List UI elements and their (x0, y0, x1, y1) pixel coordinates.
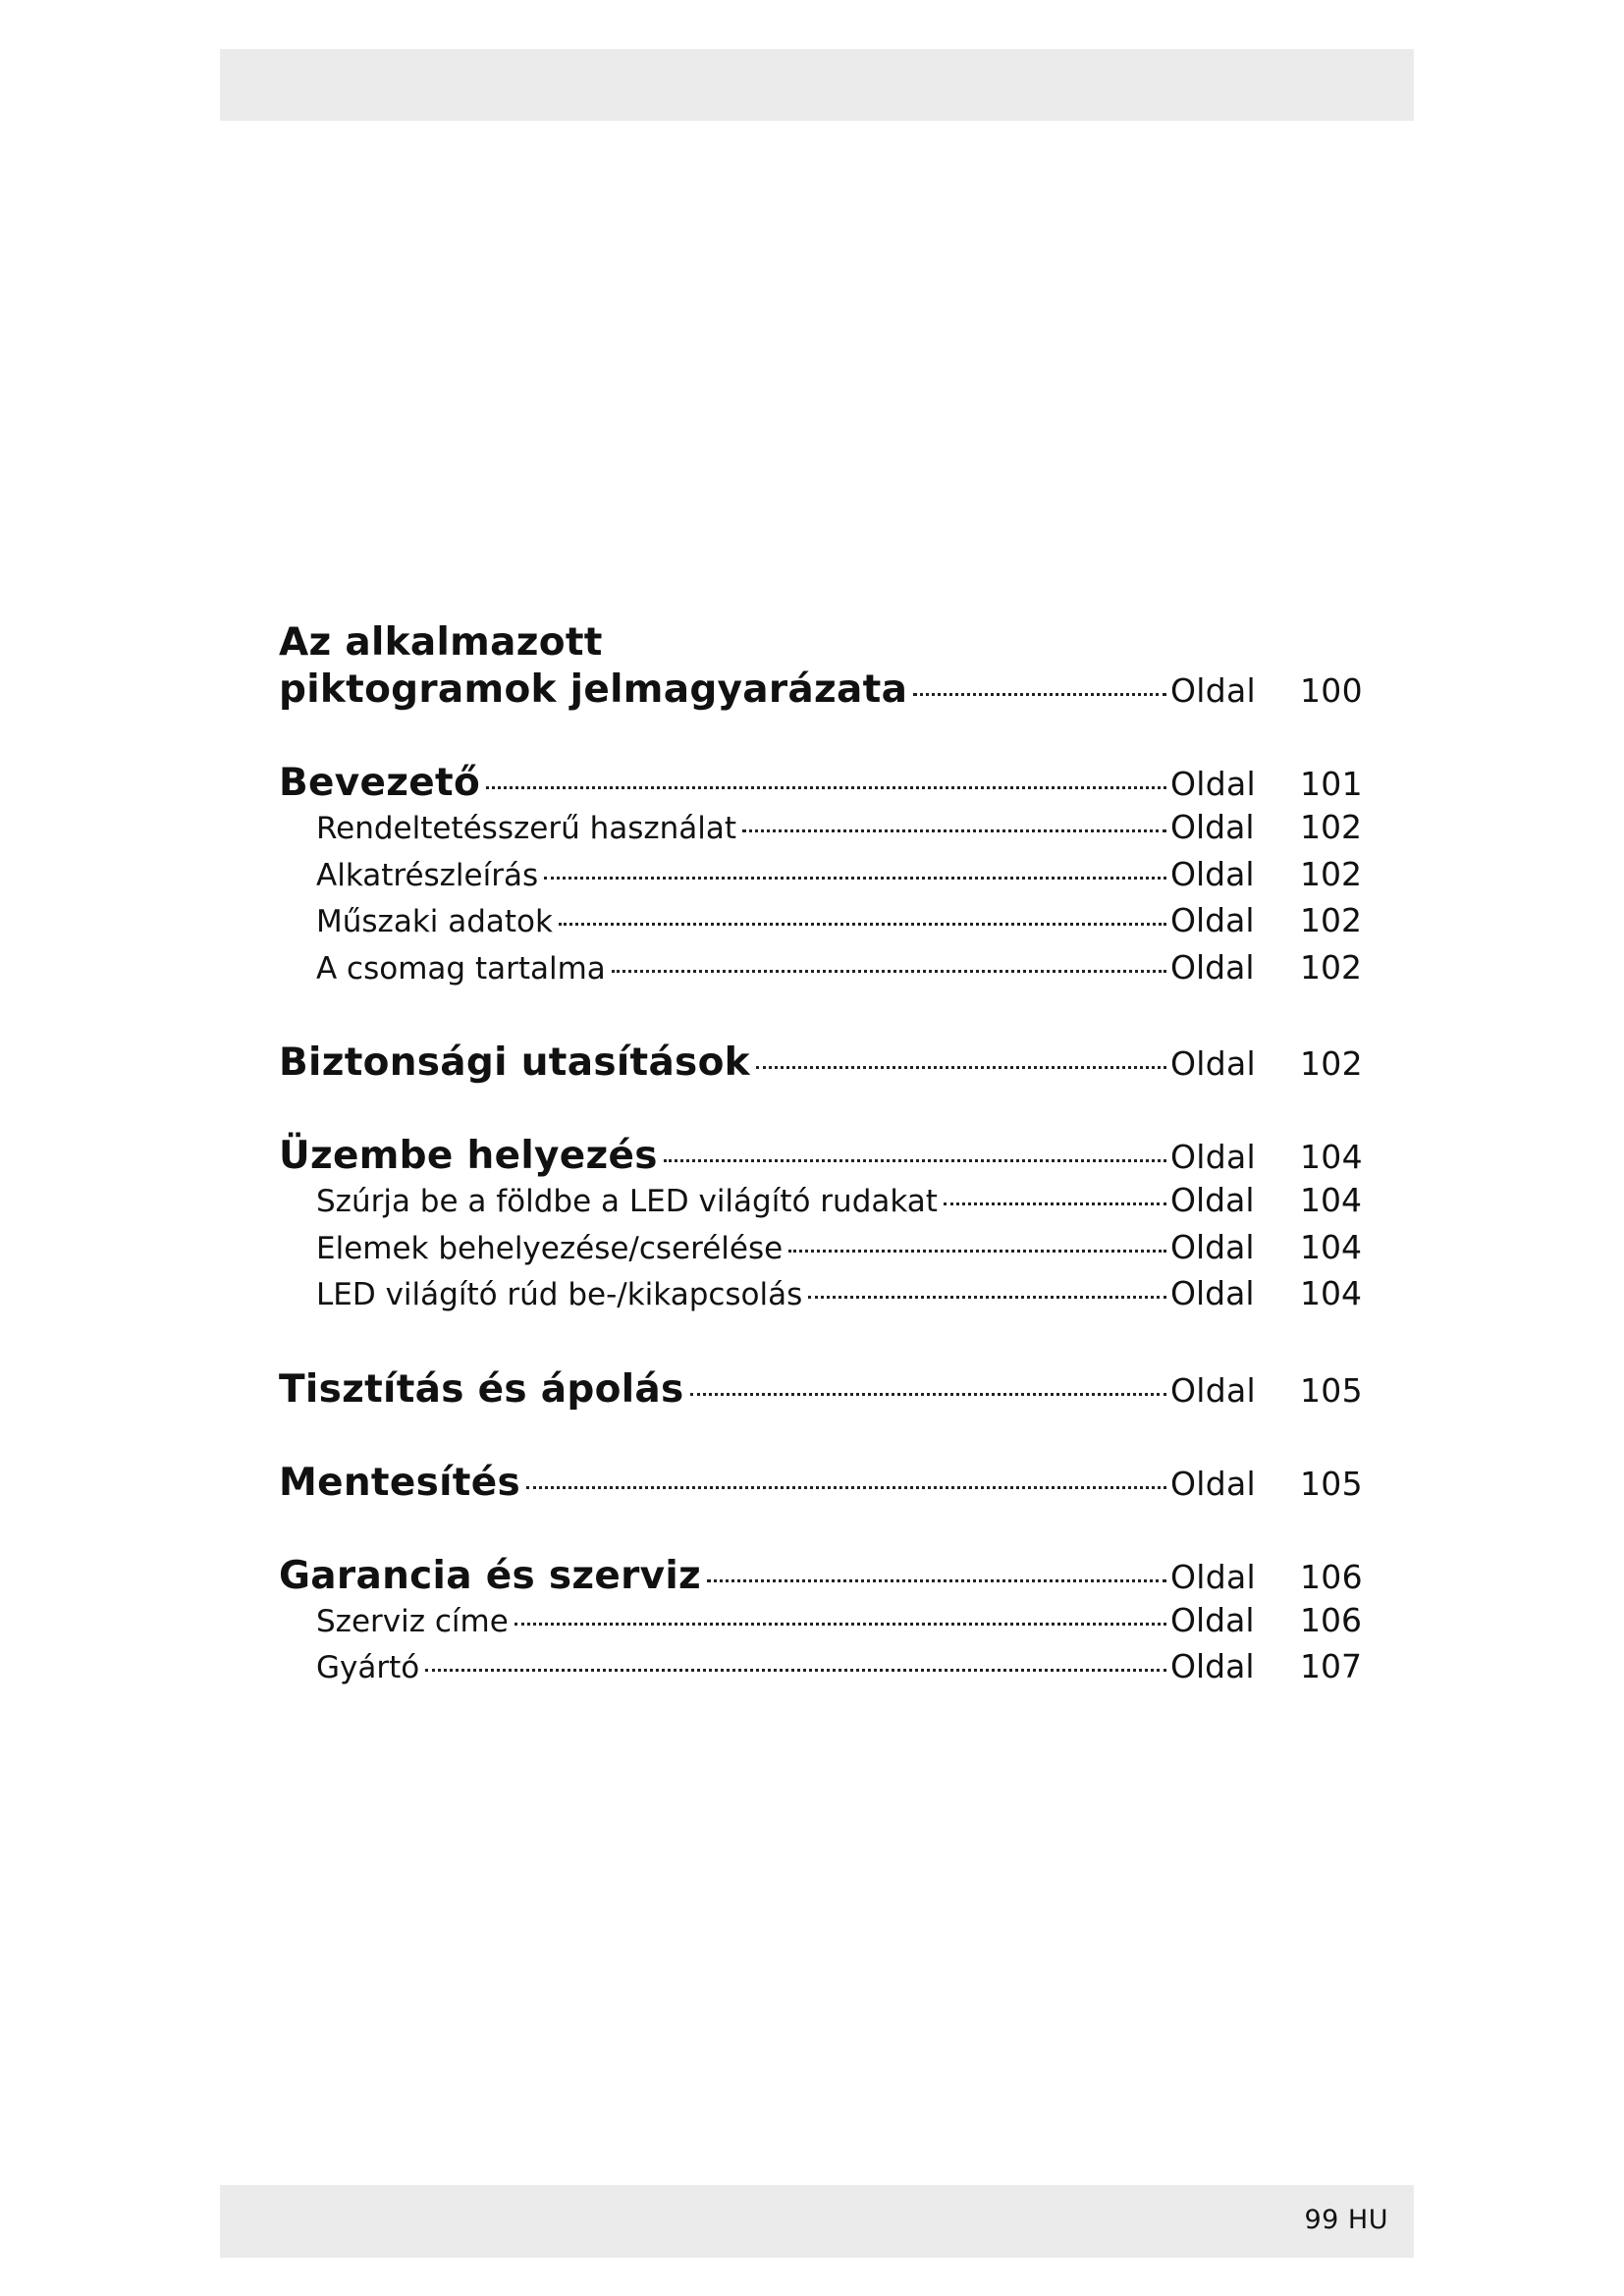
toc-entry[interactable] (279, 1553, 1363, 1601)
toc-subentry[interactable] (279, 901, 1362, 948)
toc-entry[interactable] (279, 761, 1363, 808)
toc-subentry-title: Rendeltetésszerű használat (316, 811, 737, 846)
page-word: Oldal (1170, 1044, 1256, 1083)
toc-heading-title: Mentesítés (279, 1460, 521, 1505)
page-number: 105 (1300, 1370, 1363, 1410)
toc-section-disposal (279, 1460, 1363, 1508)
footer-bar (220, 2185, 1414, 2258)
toc-subentry-title: Elemek behelyezése/cserélése (316, 1230, 784, 1266)
toc-section-introduction (279, 761, 1363, 994)
page-word: Oldal (1170, 1464, 1256, 1503)
toc-subentry[interactable] (279, 1647, 1362, 1694)
toc-subentry[interactable] (279, 1181, 1362, 1228)
dot-leader (664, 1159, 1166, 1162)
toc-heading-title-line1: Az alkalmazott (279, 620, 603, 665)
toc-subentry[interactable] (279, 1600, 1362, 1648)
page-number: 106 (1300, 1600, 1362, 1639)
page-word: Oldal (1170, 1647, 1255, 1685)
page-number: 104 (1300, 1227, 1362, 1266)
toc-subentry-title: Műszaki adatok (316, 904, 553, 939)
page-word: Oldal (1170, 765, 1256, 803)
dot-leader (707, 1579, 1166, 1582)
page-number: 100 (1300, 671, 1363, 710)
toc-entry[interactable] (279, 1366, 1363, 1415)
toc-subentry-title: Alkatrészleírás (316, 857, 539, 893)
page-number-label: 99 HU (1304, 2205, 1388, 2235)
dot-leader (526, 1486, 1166, 1489)
dot-leader (788, 1250, 1166, 1253)
toc-entry[interactable] (279, 1460, 1363, 1508)
toc-subentry[interactable] (279, 947, 1362, 995)
page-number: 105 (1300, 1464, 1363, 1503)
page-number: 102 (1300, 947, 1362, 987)
page-word: Oldal (1170, 1138, 1256, 1176)
dot-leader (544, 877, 1166, 880)
page-number: 106 (1300, 1557, 1363, 1596)
page-word: Oldal (1170, 854, 1255, 893)
toc-heading-title: Üzembe helyezés (279, 1134, 658, 1178)
dot-leader (913, 693, 1166, 696)
toc-heading-title: Biztonsági utasítások (279, 1041, 750, 1085)
toc-heading-title: Garancia és szerviz (279, 1553, 702, 1598)
dot-leader (742, 829, 1166, 832)
page-word: Oldal (1170, 671, 1256, 710)
toc-heading-title: piktogramok jelmagyarázata (279, 667, 908, 712)
toc-section-warranty (279, 1553, 1363, 1694)
toc-section-setup (279, 1134, 1363, 1321)
page-word: Oldal (1170, 1600, 1255, 1639)
toc-heading-line (279, 620, 1359, 667)
dot-leader (425, 1669, 1166, 1672)
toc-subentry[interactable] (279, 1274, 1362, 1321)
dot-leader (514, 1623, 1166, 1626)
page-word: Oldal (1170, 901, 1255, 939)
page-number: 102 (1300, 854, 1362, 893)
page-number: 102 (1300, 1044, 1363, 1083)
dot-leader (756, 1066, 1166, 1069)
page-word: Oldal (1170, 1181, 1255, 1219)
toc-section-safety (279, 1041, 1363, 1088)
dot-leader (559, 923, 1166, 926)
page-word: Oldal (1170, 1227, 1255, 1266)
page-number: 107 (1300, 1647, 1362, 1685)
dot-leader (486, 786, 1166, 789)
toc-subentry[interactable] (279, 1227, 1362, 1275)
toc-subentry-title: A csomag tartalma (316, 950, 606, 987)
toc-subentry-title: LED világító rúd be-/kikapcsolás (316, 1277, 803, 1312)
toc-section-cleaning (279, 1366, 1363, 1415)
toc-entry[interactable] (279, 1134, 1363, 1181)
toc-subentry[interactable] (279, 854, 1362, 902)
toc-subentry-title: Gyártó (316, 1650, 420, 1685)
dot-leader (944, 1202, 1166, 1205)
toc-entry[interactable] (279, 1041, 1363, 1088)
page-word: Oldal (1170, 1274, 1255, 1312)
toc-subentry-title: Szerviz címe (316, 1603, 509, 1639)
toc-subentry-title: Szúrja be a földbe a LED világító rudakat (316, 1184, 938, 1219)
toc-subentry[interactable] (279, 808, 1362, 855)
table-of-contents (279, 620, 1363, 1694)
toc-section-pictograms (279, 620, 1363, 715)
toc-heading-title: Tisztítás és ápolás (279, 1366, 684, 1412)
page-number: 101 (1300, 765, 1363, 803)
page-word: Oldal (1170, 808, 1255, 846)
page-word: Oldal (1170, 947, 1255, 987)
toc-heading-title: Bevezető (279, 761, 481, 805)
dot-leader (612, 970, 1166, 973)
page-word: Oldal (1170, 1557, 1256, 1596)
page-word: Oldal (1170, 1370, 1256, 1410)
page-number: 104 (1300, 1181, 1362, 1219)
header-bar (220, 49, 1414, 121)
page-number: 102 (1300, 808, 1362, 846)
page-number: 104 (1300, 1138, 1363, 1176)
dot-leader (690, 1393, 1166, 1396)
dot-leader (808, 1296, 1166, 1299)
page-number: 104 (1300, 1274, 1362, 1312)
toc-entry[interactable] (279, 667, 1363, 715)
page-number: 102 (1300, 901, 1362, 939)
